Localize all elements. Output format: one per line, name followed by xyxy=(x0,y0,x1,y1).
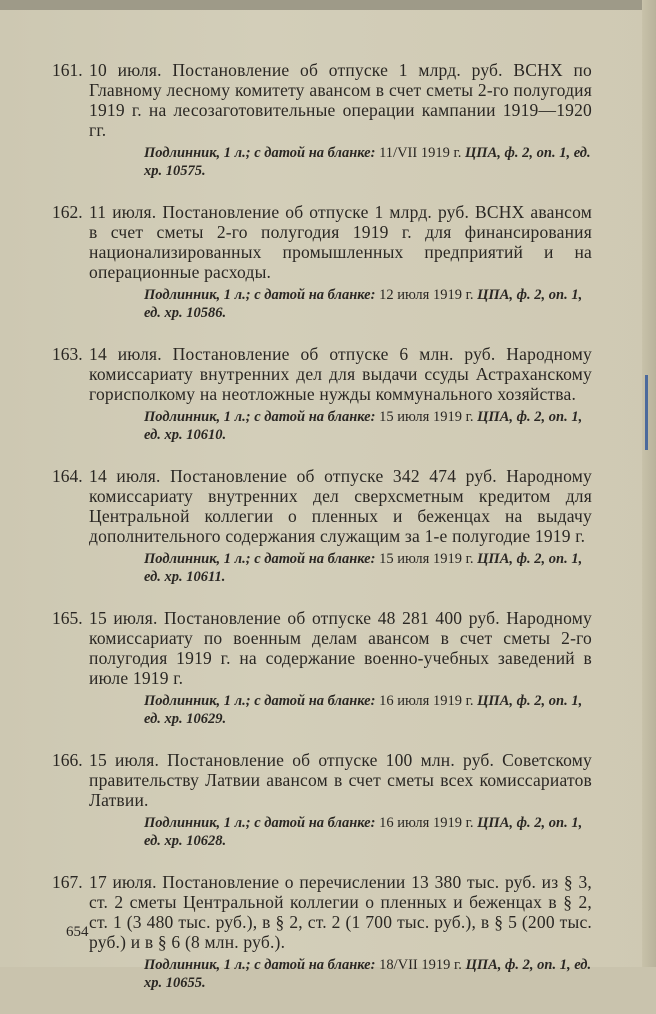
entry-number: 163. xyxy=(52,344,83,364)
archive-ref: ЦПА, ф. 2, оп. 1, ед. хр. 10575. xyxy=(144,145,591,179)
source-label: Подлинник, 1 л.; с датой на бланке: xyxy=(144,287,376,303)
source-label: Подлинник, 1 л.; с датой на бланке: xyxy=(144,551,376,567)
entry-source xyxy=(52,286,592,322)
entry-number: 167. xyxy=(52,872,83,892)
entry-number: 165. xyxy=(52,608,83,628)
entry-source xyxy=(52,814,592,850)
source-date: 11/VII 1919 г. xyxy=(379,145,462,161)
entry-text: 15 июля. Постановление об отпуске 48 281 400 руб. Народному комиссариату по военным делам авансом в счет сметы 2-го полугодия 1919 г. на содержание военно-учебных заведений в июле 1919 г. xyxy=(89,608,592,688)
entry-source xyxy=(52,408,592,444)
entry-number: 161. xyxy=(52,60,83,80)
source-label: Подлинник, 1 л.; с датой на бланке: xyxy=(144,145,376,161)
source-date: 16 июля 1919 г. xyxy=(379,693,474,709)
entry-text: 11 июля. Постановление об отпуске 1 млрд. руб. ВСНХ авансом в счет сметы 2-го полугодия 1919 г. для финансирования национализированных промышленных предприятий и на операционные расходы. xyxy=(89,202,592,282)
entry-164 xyxy=(52,466,592,586)
page-number: 654 xyxy=(66,924,89,940)
entry-162 xyxy=(52,202,592,322)
source-label: Подлинник, 1 л.; с датой на бланке: xyxy=(144,693,376,709)
archive-ref: ЦПА, ф. 2, оп. 1, ед. хр. 10586. xyxy=(144,287,583,321)
archive-ref: ЦПА, ф. 2, оп. 1, ед. хр. 10629. xyxy=(144,693,583,727)
entry-163 xyxy=(52,344,592,444)
margin-ink-mark xyxy=(645,375,648,450)
archive-ref: ЦПА, ф. 2, оп. 1, ед. хр. 10611. xyxy=(144,551,583,585)
page-right-edge xyxy=(642,0,656,967)
entry-text: 10 июля. Постановление об отпуске 1 млрд. руб. ВСНХ по Главному лесному комитету авансом в счет сметы 2-го полугодия 1919 г. на лесозаготовительные операции кампании 1919—1920 гг. xyxy=(89,60,592,140)
entry-source xyxy=(52,956,592,992)
entry-text: 14 июля. Постановление об отпуске 342 474 руб. Народному комиссариату внутренних дел сверхсметным кредитом для Центральной коллегии о пленных и беженцах на выдачу дополнительного содержания служащим за 1-е полугодие 1919 г. xyxy=(89,466,592,546)
entry-text: 17 июля. Постановление о перечислении 13 380 тыс. руб. из § 3, ст. 2 сметы Центральной коллегии о пленных и беженцах в § 2, ст. 1 (3 480 тыс. руб.), в § 2, ст. 2 (1 700 тыс. руб.), в § 5 (200 тыс. руб.) и в § 6 (8 млн. руб.). xyxy=(89,872,592,952)
entry-161 xyxy=(52,60,592,180)
entry-166 xyxy=(52,750,592,850)
archive-ref: ЦПА, ф. 2, оп. 1, ед. хр. 10610. xyxy=(144,409,583,443)
source-date: 15 июля 1919 г. xyxy=(379,409,474,425)
entry-number: 166. xyxy=(52,750,83,770)
entries-list xyxy=(52,60,592,1014)
archive-ref: ЦПА, ф. 2, оп. 1, ед. хр. 10628. xyxy=(144,815,583,849)
entry-text: 14 июля. Постановление об отпуске 6 млн. руб. Народному комиссариату внутренних дел для выдачи ссуды Астраханскому горисполкому на неотложные нужды коммунального хозяйства. xyxy=(89,344,592,404)
entry-number: 164. xyxy=(52,466,83,486)
entry-source xyxy=(52,692,592,728)
entry-source xyxy=(52,550,592,586)
source-date: 16 июля 1919 г. xyxy=(379,815,474,831)
page-top-edge xyxy=(0,0,656,10)
source-label: Подлинник, 1 л.; с датой на бланке: xyxy=(144,815,376,831)
archive-ref: ЦПА, ф. 2, оп. 1, ед. хр. 10655. xyxy=(144,957,592,991)
source-label: Подлинник, 1 л.; с датой на бланке: xyxy=(144,409,376,425)
entry-165 xyxy=(52,608,592,728)
entry-source xyxy=(52,144,592,180)
source-label: Подлинник, 1 л.; с датой на бланке: xyxy=(144,957,376,973)
entry-167 xyxy=(52,872,592,992)
source-date: 12 июля 1919 г. xyxy=(379,287,474,303)
entry-number: 162. xyxy=(52,202,83,222)
source-date: 15 июля 1919 г. xyxy=(379,551,474,567)
source-date: 18/VII 1919 г. xyxy=(379,957,462,973)
entry-text: 15 июля. Постановление об отпуске 100 млн. руб. Советскому правительству Латвии авансом в счет сметы всех комиссариатов Латвии. xyxy=(89,750,592,810)
